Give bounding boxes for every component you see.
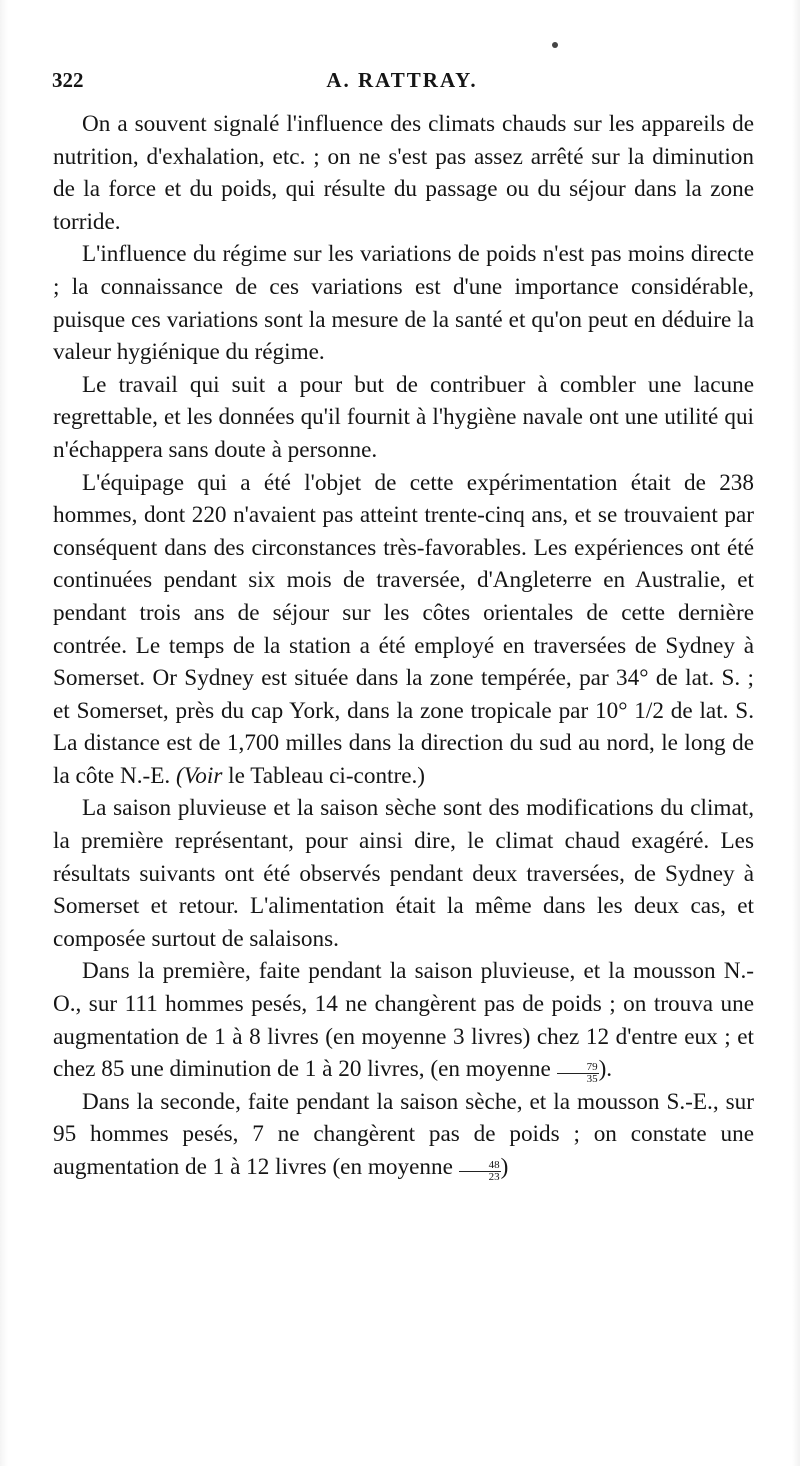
running-head: A. RATTRAY. xyxy=(326,68,478,92)
body-text xyxy=(53,108,754,1184)
paragraph: Le travail qui suit a pour but de contribuer à combler une lacune regrettable, et les données qu'il fournit à l'hygiène navale ont une utilité qui n'échappera sans doute à personne. xyxy=(53,371,754,463)
paragraph-text: le Tableau ci-contre.) xyxy=(228,762,426,789)
paragraph xyxy=(53,467,754,793)
paragraph-text: L'équipage qui a été l'objet de cette expérimentation était de 238 hommes, dont 220 n'avaient pas atteint trente-cinq ans, et se trouvaient par conséquent dans des circonstances très-favorables. Les expériences ont été continuées pendant six mois de traversée, d'Angleterre en Australie, et pendant trois ans de séjour sur les côtes orientales de cette dernière contrée. Le temps de la station a été employé en traversées de Sydney à Somerset. Or Sydney est située dans la zone tempérée, par 34° de lat. S. ; et Somerset, près du cap York, dans la zone tropicale par 10° 1/2 de lat. S. La distance est de 1,700 milles dans la direction du sud au nord, le long de la côte N.-E. xyxy=(53,469,754,789)
paragraph: L'influence du régime sur les variations de poids n'est pas moins directe ; la connaissance de ces variations est d'une importance considérable, puisque ces variations sont la mesure de la santé et qu'on peut en déduire la valeur hygiénique du régime. xyxy=(53,241,754,366)
paragraph-text: ) xyxy=(500,1154,509,1180)
ink-speck xyxy=(552,42,558,48)
paragraph: On a souvent signalé l'influence des climats chauds sur les appareils de nutrition, d'exhalation, etc. ; on ne s'est pas assez arrêté sur la diminution de la force et du poids, qui résulte du passage ou du séjour dans la zone torride. xyxy=(53,111,754,235)
page-header xyxy=(52,68,752,98)
page-number: 322 xyxy=(52,68,84,92)
fraction-numerator: 79 xyxy=(557,1062,599,1074)
paragraph xyxy=(53,955,754,1085)
paragraph-text: Dans la première, faite pendant la saison pluvieuse, et la mousson N.-O., sur 111 hommes pesés, 14 ne changèrent pas de poids ; on trouva une augmentation de 1 à 8 livres (en moyenne 3 livres) chez 12 d'entre eux ; et chez 85 une diminution de 1 à 20 livres, (en moyenne xyxy=(53,958,754,1083)
paragraph: La saison pluvieuse et la saison sèche sont des modifications du climat, la première représentant, pour ainsi dire, le climat chaud exagéré. Les résultats suivants ont été observés pendant deux traversées, de Sydney à Somerset et retour. L'alimentation était la même dans les deux cas, et composée surtout de salaisons. xyxy=(53,795,754,952)
fraction xyxy=(459,1160,501,1183)
fraction-denominator: 35 xyxy=(586,1073,598,1086)
fraction-numerator: 48 xyxy=(459,1160,501,1172)
paragraph xyxy=(53,1086,754,1184)
fraction xyxy=(557,1062,599,1085)
paragraph-text: Dans la seconde, faite pendant la saison sèche, et la mousson S.-E., sur 95 hommes pesés, 7 ne changèrent pas de poids ; on constate une augmentation de 1 à 12 livres (en moyenne xyxy=(53,1088,754,1180)
fraction-denominator: 23 xyxy=(488,1171,500,1183)
italic-text: (Voir xyxy=(175,762,223,789)
paragraph-text: ). xyxy=(598,1056,613,1083)
